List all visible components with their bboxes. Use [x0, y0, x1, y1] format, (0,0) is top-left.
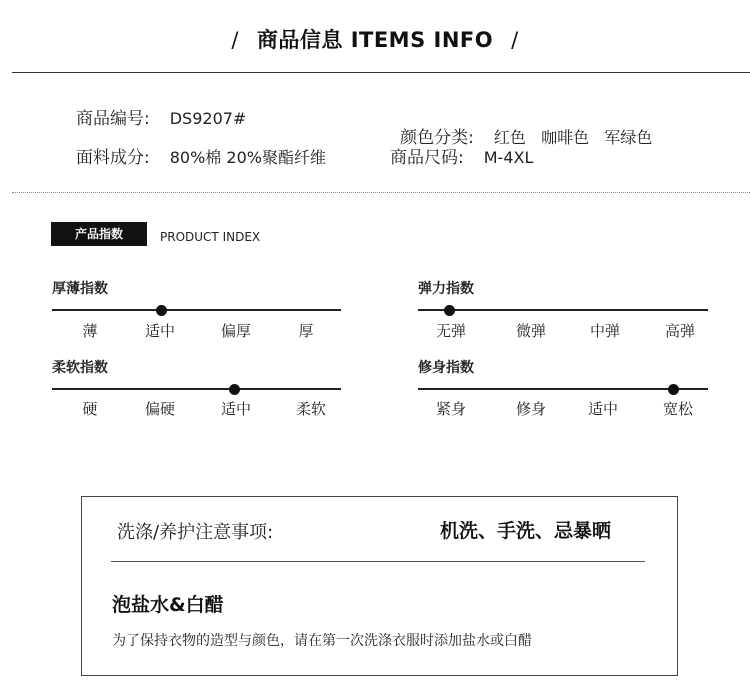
info-item-fabric: [76, 143, 326, 168]
info-label: 面料成分:: [76, 148, 150, 168]
info-value: 80%棉 20%聚酯纤维: [169, 148, 326, 167]
info-item-code: [76, 104, 246, 129]
index-option: 薄: [82, 322, 98, 340]
product-index-label: PRODUCT INDEX: [160, 230, 261, 244]
index-option: 无弹: [435, 322, 466, 340]
index-option: 适中: [220, 400, 251, 418]
section-divider: [12, 192, 750, 193]
info-value: DS9207#: [169, 109, 247, 128]
index-line-softness: [52, 388, 341, 390]
index-title-thickness: 厚薄指数: [52, 281, 108, 297]
index-option: 偏硬: [144, 400, 175, 418]
title-slash-right: /: [511, 28, 519, 52]
info-item-size: [390, 143, 533, 168]
index-option: 紧身: [435, 400, 466, 418]
index-option: 微弹: [515, 322, 546, 340]
index-option: 宽松: [662, 400, 693, 418]
page-title: [0, 24, 750, 54]
info-value: 红色 咖啡色 军绿色: [493, 128, 653, 147]
header-divider: [12, 72, 750, 73]
index-line-fit: [418, 388, 708, 390]
index-option: 中弹: [589, 322, 620, 340]
index-line-thickness: [52, 309, 341, 311]
title-slash-left: /: [231, 28, 239, 52]
index-option: 适中: [144, 322, 175, 340]
care-label: 洗涤/养护注意事项:: [117, 522, 274, 543]
index-option: 高弹: [664, 322, 695, 340]
title-text: 商品信息 ITEMS INFO: [256, 28, 494, 52]
index-marker-elasticity: [444, 305, 455, 316]
product-index-badge: 产品指数: [51, 222, 147, 246]
index-marker-thickness: [156, 305, 167, 316]
index-option: 厚: [298, 322, 314, 340]
index-marker-fit: [668, 384, 679, 395]
index-marker-softness: [229, 384, 240, 395]
info-value: M-4XL: [483, 148, 534, 167]
info-label: 商品编号:: [76, 109, 150, 129]
index-title-fit: 修身指数: [418, 360, 474, 376]
care-methods: 机洗、手洗、忌暴晒: [440, 520, 612, 542]
index-option: 柔软: [295, 400, 326, 418]
index-option: 修身: [515, 400, 546, 418]
index-option: 偏厚: [220, 322, 251, 340]
index-line-elasticity: [418, 309, 708, 311]
index-option: 硬: [82, 400, 98, 418]
care-tip-title: 泡盐水&白醋: [112, 594, 224, 616]
info-label: 商品尺码:: [390, 148, 464, 168]
info-item-colors: [390, 104, 652, 148]
index-title-elasticity: 弹力指数: [418, 281, 474, 297]
care-divider: [111, 561, 645, 562]
index-title-softness: 柔软指数: [52, 360, 108, 376]
care-tip-description: 为了保持衣物的造型与颜色，请在第一次洗涤衣服时添加盐水或白醋: [112, 633, 532, 649]
info-label: 颜色分类:: [400, 128, 474, 148]
index-option: 适中: [587, 400, 618, 418]
